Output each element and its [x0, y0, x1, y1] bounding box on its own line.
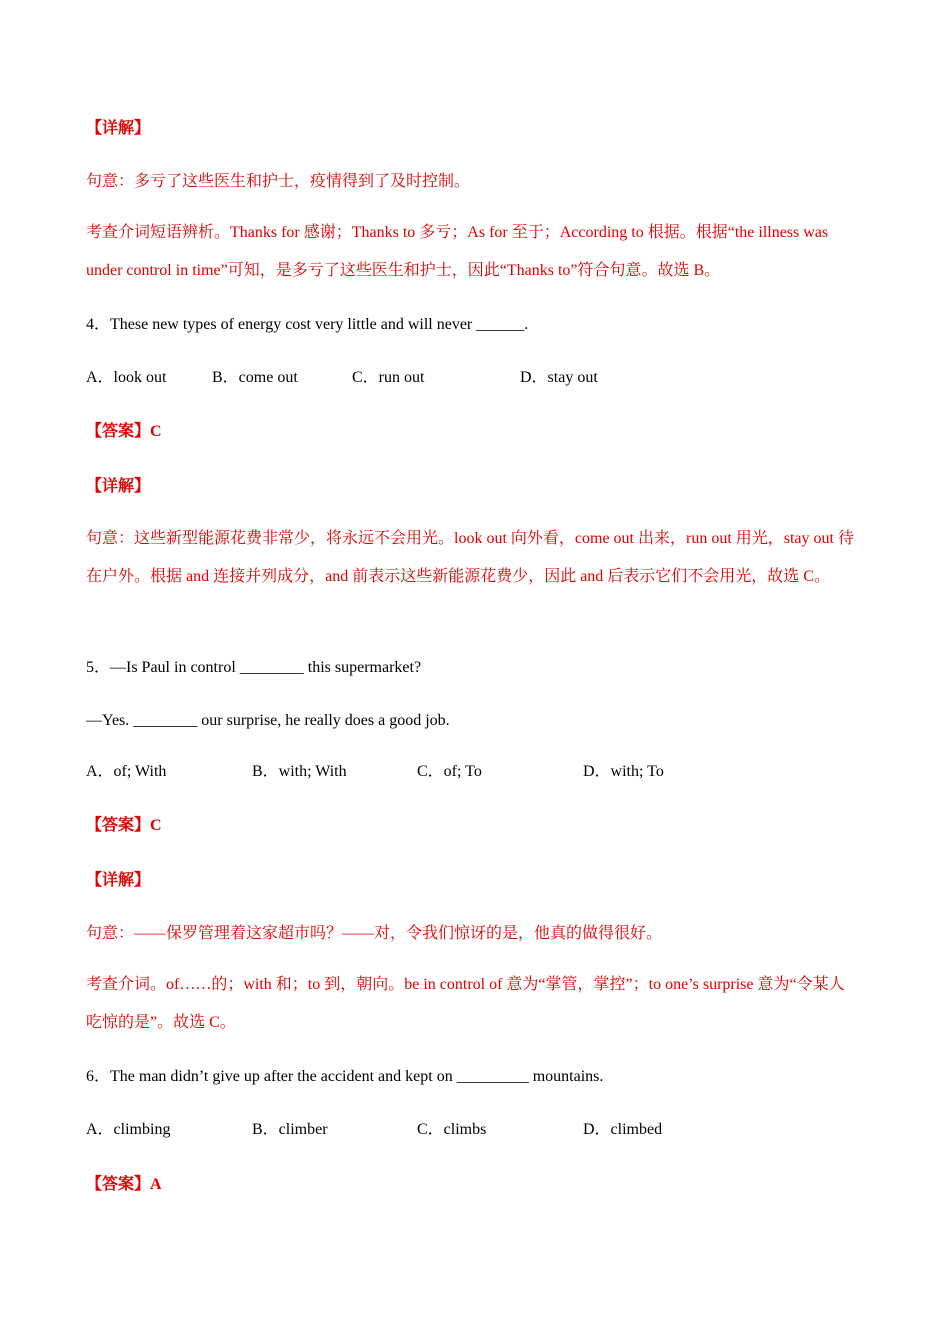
q5-answer: 【答案】C [86, 817, 162, 834]
q4-option-d: D．stay out [520, 369, 598, 386]
q5-option-c: C．of; To [417, 763, 482, 780]
q5-meaning: 句意：——保罗管理着这家超市吗？——对，令我们惊讶的是，他真的做得很好。 [86, 925, 663, 942]
q5-option-a: A．of; With [86, 763, 167, 780]
q6-answer: 【答案】A [86, 1176, 162, 1193]
q6-option-a: A．climbing [86, 1121, 171, 1138]
q6-option-d: D．climbed [583, 1121, 663, 1138]
q5-option-b: B．with; With [252, 763, 347, 780]
q4-option-a: A．look out [86, 369, 167, 386]
q6-option-c: C．climbs [417, 1121, 487, 1138]
sentence-meaning: 句意：多亏了这些医生和护士，疫情得到了及时控制。 [86, 173, 471, 190]
q6-option-b: B．climber [252, 1121, 328, 1138]
q4-detail-label: 【详解】 [86, 478, 151, 495]
question-5-stem-reply: —Yes. ________ our surprise, he really does a good job. [86, 712, 450, 729]
q5-option-d: D．with; To [583, 763, 664, 780]
q5-analysis: 考查介词。of……的；with 和；to 到，朝向。be in control of 意为“掌管，掌控”；to one’s surprise 意为“令某人吃惊的是”。故选 C。 [86, 976, 845, 1031]
detail-label: 【详解】 [86, 120, 151, 137]
q4-analysis: 句意：这些新型能源花费非常少，将永远不会用光。look out 向外看，come out 出来，run out 用光，stay out 待在户外。根据 and 连接并列成分，and 前表示这些新能源花费少，因此 and 后表示它们不会用光，故选 C。 [86, 530, 854, 585]
q4-option-c: C．run out [352, 369, 425, 386]
q4-answer: 【答案】C [86, 423, 162, 440]
question-4-stem: 4．These new types of energy cost very little and will never ______. [86, 316, 529, 333]
q5-detail-label: 【详解】 [86, 872, 151, 889]
question-6-stem: 6．The man didn’t give up after the accident and kept on _________ mountains. [86, 1068, 604, 1085]
q4-option-b: B．come out [212, 369, 298, 386]
question-5-stem: 5．—Is Paul in control ________ this supermarket? [86, 659, 422, 676]
analysis-text: 考查介词短语辨析。Thanks for 感谢；Thanks to 多亏；As for 至于；According to 根据。根据“the illness was under control in time”可知，是多亏了这些医生和护士，因此“Thanks to”符合句意。故选 B。 [86, 224, 829, 279]
